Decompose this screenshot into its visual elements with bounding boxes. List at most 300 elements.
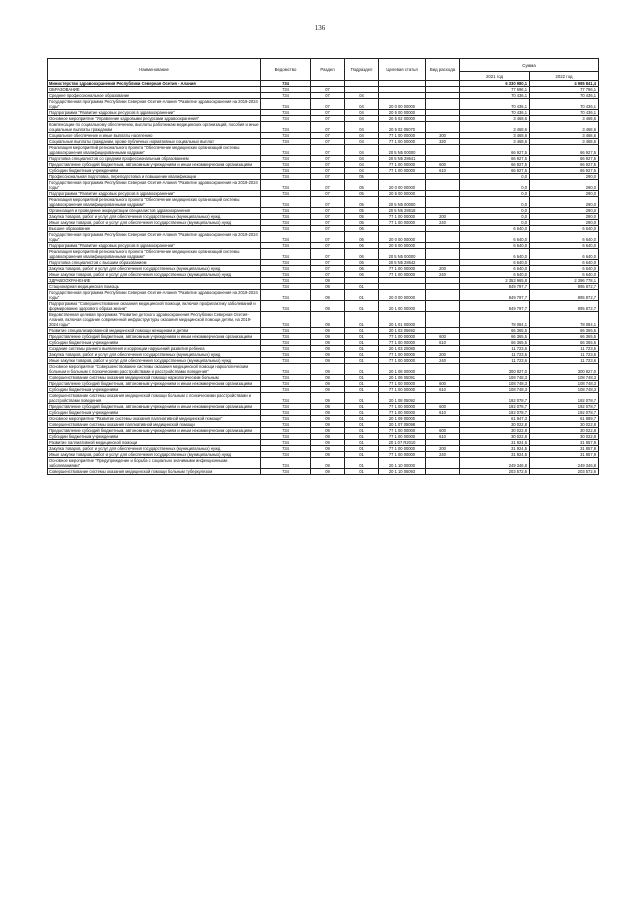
cell-vid bbox=[426, 290, 460, 301]
cell-name: Совершенствование системы оказания медицинской помощи больным с психическими расстройствами и расстройствами поведения bbox=[48, 393, 261, 404]
cell-year-2: 290,0 bbox=[530, 208, 599, 214]
cell-vid bbox=[426, 469, 460, 475]
cell-razdel: 09 bbox=[311, 416, 345, 422]
cell-name: Совершенствование системы оказания медицинской помощи наркологическим больным bbox=[48, 375, 261, 381]
cell-year-1: 3 468,6 bbox=[460, 122, 530, 133]
table-row bbox=[48, 249, 599, 260]
cell-year-2: 6 640,0 bbox=[530, 249, 599, 260]
cell-year-2: 895 872,7 bbox=[530, 284, 599, 290]
cell-name: Субсидии бюджетным учреждениям bbox=[48, 410, 261, 416]
cell-vid: 240 bbox=[426, 220, 460, 226]
cell-celevaya: 20 1 01 00000 bbox=[379, 312, 426, 328]
cell-vid: 240 bbox=[426, 358, 460, 364]
cell-year-1: 70 436,1 bbox=[460, 93, 530, 99]
cell-vedomstvo: 734 bbox=[261, 139, 311, 145]
cell-podrazdel: 01 bbox=[345, 381, 379, 387]
cell-podrazdel: 05 bbox=[345, 208, 379, 214]
cell-celevaya: 77 1 00 00000 bbox=[379, 387, 426, 393]
cell-vid bbox=[426, 458, 460, 469]
cell-podrazdel: 04 bbox=[345, 156, 379, 162]
cell-vid bbox=[426, 197, 460, 208]
cell-razdel: 09 bbox=[311, 387, 345, 393]
cell-year-2: 290,0 bbox=[530, 174, 599, 180]
cell-year-2: 31 857,9 bbox=[530, 452, 599, 458]
cell-vid: 610 bbox=[426, 410, 460, 416]
cell-year-2: 70 436,1 bbox=[530, 93, 599, 99]
cell-year-2: 3 468,6 bbox=[530, 133, 599, 139]
cell-razdel: 09 bbox=[311, 278, 345, 284]
cell-name: Социальные выплаты гражданам, кроме публичных нормативных социальных выплат bbox=[48, 139, 261, 145]
cell-podrazdel: 04 bbox=[345, 99, 379, 110]
cell-vedomstvo: 734 bbox=[261, 214, 311, 220]
cell-vedomstvo: 734 bbox=[261, 284, 311, 290]
cell-podrazdel: 05 bbox=[345, 180, 379, 191]
cell-razdel: 09 bbox=[311, 352, 345, 358]
cell-vid bbox=[426, 180, 460, 191]
cell-year-1: 11 723,6 bbox=[460, 346, 530, 352]
cell-year-2: 4 985 841,4 bbox=[530, 81, 599, 87]
cell-year-2: 66 365,5 bbox=[530, 340, 599, 346]
cell-podrazdel: 04 bbox=[345, 168, 379, 174]
cell-celevaya: 77 1 00 00000 bbox=[379, 168, 426, 174]
cell-vedomstvo: 734 bbox=[261, 133, 311, 139]
cell-celevaya: 20 5 N5 28618 bbox=[379, 208, 426, 214]
cell-celevaya: 20 5 N5 00000 bbox=[379, 249, 426, 260]
cell-podrazdel: 04 bbox=[345, 122, 379, 133]
cell-celevaya: 77 1 00 00000 bbox=[379, 220, 426, 226]
cell-year-2: 31 857,9 bbox=[530, 440, 599, 446]
table-row bbox=[48, 99, 599, 110]
cell-razdel: 09 bbox=[311, 469, 345, 475]
cell-razdel: 07 bbox=[311, 272, 345, 278]
cell-year-2: 78 084,1 bbox=[530, 312, 599, 328]
cell-celevaya: 20 5 N5 00000 bbox=[379, 197, 426, 208]
cell-podrazdel: 06 bbox=[345, 266, 379, 272]
cell-name: Ведомственная целевая программа "Развитие детского здравоохранения Республики Северная Осетия-Алания, включая создание современной инфраструктуры оказания медицинской помощи детям, на 2019-2024 годы" bbox=[48, 312, 261, 328]
cell-razdel: 07 bbox=[311, 260, 345, 266]
cell-name: Подпрограмма "Совершенствование оказания медицинской помощи, включая профилактику заболеваний и формирование здорового образа жизни" bbox=[48, 301, 261, 312]
cell-vedomstvo: 734 bbox=[261, 416, 311, 422]
cell-year-2: 61 889,7 bbox=[530, 416, 599, 422]
cell-year-1: 849 797,7 bbox=[460, 301, 530, 312]
cell-vedomstvo: 734 bbox=[261, 358, 311, 364]
cell-vedomstvo: 734 bbox=[261, 81, 311, 87]
cell-celevaya: 20 1 00 00000 bbox=[379, 301, 426, 312]
cell-vedomstvo: 734 bbox=[261, 381, 311, 387]
cell-vid: 200 bbox=[426, 214, 460, 220]
cell-razdel: 09 bbox=[311, 301, 345, 312]
cell-name: Реализация мероприятий регионального проекта "Обеспечение медицинских организаций системы здравоохранения квалифицированными кадрами" bbox=[48, 145, 261, 156]
cell-year-1: 70 436,1 bbox=[460, 110, 530, 116]
cell-year-1: 31 924,5 bbox=[460, 452, 530, 458]
cell-year-1: 6 640,0 bbox=[460, 226, 530, 232]
cell-vedomstvo: 734 bbox=[261, 301, 311, 312]
cell-name: Государственная программа Республики Северная Осетия-Алания "Развитие здравоохранения на 2019-2024 годы" bbox=[48, 99, 261, 110]
cell-razdel: 07 bbox=[311, 93, 345, 99]
cell-year-1: 192 078,7 bbox=[460, 404, 530, 410]
cell-year-2: 203 572,6 bbox=[530, 469, 599, 475]
cell-year-2: 6 640,0 bbox=[530, 266, 599, 272]
cell-year-1: 6 640,0 bbox=[460, 249, 530, 260]
cell-vid: 200 bbox=[426, 352, 460, 358]
cell-razdel: 07 bbox=[311, 133, 345, 139]
cell-name: Государственная программа Республики Северная Осетия-Алания "Развитие здравоохранения на 2019-2024 годы" bbox=[48, 232, 261, 243]
cell-razdel: 09 bbox=[311, 364, 345, 375]
cell-name: Организация и проведение аккредитации специалистов здравоохранения bbox=[48, 208, 261, 214]
cell-name: Закупка товаров, работ и услуг для обеспечения государственных (муниципальных) нужд bbox=[48, 446, 261, 452]
cell-razdel: 07 bbox=[311, 156, 345, 162]
cell-celevaya: 77 1 00 00000 bbox=[379, 434, 426, 440]
cell-celevaya: 20 1 08 00000 bbox=[379, 364, 426, 375]
cell-razdel: 09 bbox=[311, 284, 345, 290]
cell-year-2: 290,0 bbox=[530, 180, 599, 191]
table-row bbox=[48, 197, 599, 208]
cell-razdel: 09 bbox=[311, 312, 345, 328]
cell-year-2: 77 796,1 bbox=[530, 87, 599, 93]
cell-podrazdel: 01 bbox=[345, 346, 379, 352]
cell-name: Совершенствование системы оказания паллиативной медицинской помощи bbox=[48, 422, 261, 428]
cell-year-1: 2 353 965,8 bbox=[460, 278, 530, 284]
cell-razdel: 09 bbox=[311, 446, 345, 452]
cell-vedomstvo: 734 bbox=[261, 174, 311, 180]
cell-podrazdel: 05 bbox=[345, 191, 379, 197]
cell-podrazdel: 06 bbox=[345, 232, 379, 243]
cell-year-2: 108 748,3 bbox=[530, 381, 599, 387]
cell-podrazdel: 01 bbox=[345, 358, 379, 364]
cell-celevaya: 77 1 00 00000 bbox=[379, 428, 426, 434]
cell-vedomstvo: 734 bbox=[261, 208, 311, 214]
cell-vedomstvo: 734 bbox=[261, 260, 311, 266]
cell-vid bbox=[426, 364, 460, 375]
cell-celevaya: 20 1 03 20080 bbox=[379, 346, 426, 352]
cell-vedomstvo: 734 bbox=[261, 168, 311, 174]
cell-celevaya: 77 1 00 00000 bbox=[379, 162, 426, 168]
cell-podrazdel: 01 bbox=[345, 328, 379, 334]
cell-year-1: 3 468,6 bbox=[460, 139, 530, 145]
table-row bbox=[48, 145, 599, 156]
cell-year-1: 11 723,6 bbox=[460, 352, 530, 358]
cell-podrazdel: 01 bbox=[345, 375, 379, 381]
cell-year-1: 30 022,8 bbox=[460, 428, 530, 434]
cell-celevaya: 77 1 00 00000 bbox=[379, 381, 426, 387]
cell-razdel: 07 bbox=[311, 168, 345, 174]
cell-year-1: 6 640,0 bbox=[460, 243, 530, 249]
cell-podrazdel: 01 bbox=[345, 428, 379, 434]
cell-razdel: 07 bbox=[311, 99, 345, 110]
cell-celevaya: 20 5 N5 28641 bbox=[379, 156, 426, 162]
cell-vedomstvo: 734 bbox=[261, 191, 311, 197]
cell-name: Предоставление субсидий бюджетным, автономным учреждениям и иным некоммерческим организациям bbox=[48, 162, 261, 168]
cell-name: Подпрограмма "Развитие кадровых ресурсов в здравоохранении" bbox=[48, 110, 261, 116]
cell-year-1: 77 696,1 bbox=[460, 87, 530, 93]
cell-razdel: 07 bbox=[311, 266, 345, 272]
cell-name: Профессиональная подготовка, переподготовка и повышение квалификации bbox=[48, 174, 261, 180]
cell-celevaya: 77 1 00 00000 bbox=[379, 446, 426, 452]
cell-vedomstvo: 734 bbox=[261, 87, 311, 93]
cell-name: Основное мероприятие "Развитие системы оказания паллиативной медицинской помощи" bbox=[48, 416, 261, 422]
cell-vid: 200 bbox=[426, 446, 460, 452]
cell-name: Высшее образование bbox=[48, 226, 261, 232]
cell-podrazdel: 01 bbox=[345, 387, 379, 393]
cell-podrazdel: 01 bbox=[345, 334, 379, 340]
cell-year-2: 895 872,7 bbox=[530, 290, 599, 301]
cell-razdel: 09 bbox=[311, 346, 345, 352]
cell-name: Субсидии бюджетным учреждениям bbox=[48, 168, 261, 174]
cell-vedomstvo: 734 bbox=[261, 452, 311, 458]
cell-vedomstvo: 734 bbox=[261, 232, 311, 243]
cell-name: Основное мероприятие "Управление кадровыми ресурсами здравоохранения" bbox=[48, 116, 261, 122]
cell-year-1: 203 572,6 bbox=[460, 469, 530, 475]
table-row bbox=[48, 180, 599, 191]
cell-year-1: 0,0 bbox=[460, 174, 530, 180]
cell-year-2: 66 927,5 bbox=[530, 162, 599, 168]
cell-year-1: 6 640,0 bbox=[460, 266, 530, 272]
cell-vid: 610 bbox=[426, 340, 460, 346]
cell-razdel: 07 bbox=[311, 191, 345, 197]
cell-name: Субсидии бюджетным учреждениям bbox=[48, 387, 261, 393]
cell-celevaya: 20 1 03 05692 bbox=[379, 328, 426, 334]
cell-vedomstvo: 734 bbox=[261, 266, 311, 272]
cell-year-1: 108 748,3 bbox=[460, 381, 530, 387]
table-row bbox=[48, 458, 599, 469]
cell-vedomstvo: 734 bbox=[261, 99, 311, 110]
cell-year-1: 192 078,7 bbox=[460, 393, 530, 404]
cell-podrazdel: 01 bbox=[345, 434, 379, 440]
cell-name: Среднее профессиональное образование bbox=[48, 93, 261, 99]
cell-podrazdel: 01 bbox=[345, 446, 379, 452]
cell-year-1: 0,0 bbox=[460, 180, 530, 191]
cell-podrazdel: 04 bbox=[345, 110, 379, 116]
cell-podrazdel: 01 bbox=[345, 416, 379, 422]
cell-name: Предоставление субсидий бюджетным, автономным учреждениям и иным некоммерческим организациям bbox=[48, 404, 261, 410]
cell-celevaya: 77 1 00 00000 bbox=[379, 340, 426, 346]
cell-podrazdel: 01 bbox=[345, 364, 379, 375]
table-row bbox=[48, 393, 599, 404]
cell-year-2: 192 078,7 bbox=[530, 410, 599, 416]
cell-podrazdel: 05 bbox=[345, 220, 379, 226]
cell-year-1: 6 330 980,1 bbox=[460, 81, 530, 87]
header-name: Наименование bbox=[48, 59, 261, 81]
cell-celevaya: 77 1 00 00000 bbox=[379, 139, 426, 145]
cell-year-2: 66 927,5 bbox=[530, 156, 599, 162]
cell-razdel: 07 bbox=[311, 249, 345, 260]
cell-razdel: 07 bbox=[311, 139, 345, 145]
cell-name: Закупка товаров, работ и услуг для обеспечения государственных (муниципальных) нужд bbox=[48, 266, 261, 272]
cell-podrazdel: 01 bbox=[345, 452, 379, 458]
cell-celevaya: 20 5 N5 28642 bbox=[379, 260, 426, 266]
cell-razdel: 09 bbox=[311, 428, 345, 434]
cell-vid: 600 bbox=[426, 162, 460, 168]
cell-name: Подпрограмма "Развитие кадровых ресурсов в здравоохранении" bbox=[48, 191, 261, 197]
cell-vedomstvo: 734 bbox=[261, 428, 311, 434]
cell-celevaya: 20 5 00 00000 bbox=[379, 191, 426, 197]
cell-year-2: 192 078,7 bbox=[530, 393, 599, 404]
cell-name: Субсидии бюджетным учреждениям bbox=[48, 340, 261, 346]
cell-vedomstvo: 734 bbox=[261, 197, 311, 208]
cell-vid bbox=[426, 393, 460, 404]
header-year-2: 2022 год bbox=[530, 72, 599, 81]
cell-vedomstvo: 734 bbox=[261, 440, 311, 446]
cell-vid: 600 bbox=[426, 381, 460, 387]
cell-podrazdel: 01 bbox=[345, 312, 379, 328]
cell-razdel: 07 bbox=[311, 197, 345, 208]
cell-name: Подготовка специалистов со средним профессиональным образованием bbox=[48, 156, 261, 162]
cell-year-1: 249 346,8 bbox=[460, 458, 530, 469]
cell-vedomstvo: 734 bbox=[261, 290, 311, 301]
cell-year-2: 290,0 bbox=[530, 214, 599, 220]
budget-table bbox=[47, 58, 599, 475]
cell-year-2: 30 022,8 bbox=[530, 422, 599, 428]
cell-podrazdel: 06 bbox=[345, 272, 379, 278]
cell-vid bbox=[426, 99, 460, 110]
cell-year-2: 300 827,0 bbox=[530, 364, 599, 375]
cell-year-1: 66 927,5 bbox=[460, 156, 530, 162]
cell-name: ЗДРАВООХРАНЕНИЕ bbox=[48, 278, 261, 284]
cell-vid bbox=[426, 312, 460, 328]
cell-year-2: 70 436,1 bbox=[530, 110, 599, 116]
cell-year-2: 11 723,6 bbox=[530, 352, 599, 358]
header-podrazdel: Подраздел bbox=[345, 59, 379, 81]
cell-year-2: 31 857,9 bbox=[530, 446, 599, 452]
table-row bbox=[48, 301, 599, 312]
cell-name: Иные закупки товаров, работ и услуг для обеспечения государственных (муниципальных) нужд bbox=[48, 272, 261, 278]
cell-year-1: 31 924,5 bbox=[460, 446, 530, 452]
cell-vedomstvo: 734 bbox=[261, 145, 311, 156]
cell-vid bbox=[426, 145, 460, 156]
cell-year-2: 66 365,5 bbox=[530, 328, 599, 334]
table-body bbox=[48, 81, 599, 475]
cell-razdel: 09 bbox=[311, 290, 345, 301]
cell-year-2: 30 022,8 bbox=[530, 428, 599, 434]
cell-podrazdel: 01 bbox=[345, 469, 379, 475]
cell-celevaya: 77 1 00 00000 bbox=[379, 272, 426, 278]
cell-vid: 200 bbox=[426, 266, 460, 272]
cell-vedomstvo: 734 bbox=[261, 387, 311, 393]
cell-year-2: 11 723,6 bbox=[530, 358, 599, 364]
header-vid: Вид расхода bbox=[426, 59, 460, 81]
cell-year-1: 66 927,5 bbox=[460, 168, 530, 174]
cell-podrazdel: 04 bbox=[345, 139, 379, 145]
cell-razdel: 09 bbox=[311, 434, 345, 440]
cell-vedomstvo: 734 bbox=[261, 410, 311, 416]
cell-vid: 610 bbox=[426, 434, 460, 440]
cell-celevaya: 77 1 00 00000 bbox=[379, 452, 426, 458]
cell-razdel: 09 bbox=[311, 452, 345, 458]
cell-name: Реализация мероприятий регионального проекта "Обеспечение медицинских организаций системы здравоохранения квалифицированными кадрами" bbox=[48, 197, 261, 208]
cell-podrazdel: 01 bbox=[345, 393, 379, 404]
cell-name: Основное мероприятие "Предупреждение и борьба с социально значимыми инфекционными заболеваниями" bbox=[48, 458, 261, 469]
cell-vedomstvo: 734 bbox=[261, 162, 311, 168]
cell-year-1: 108 748,3 bbox=[460, 375, 530, 381]
cell-razdel: 09 bbox=[311, 458, 345, 469]
cell-podrazdel: 01 bbox=[345, 404, 379, 410]
cell-razdel: 07 bbox=[311, 87, 345, 93]
cell-year-2: 3 468,6 bbox=[530, 116, 599, 122]
cell-year-2: 290,0 bbox=[530, 220, 599, 226]
cell-vedomstvo: 734 bbox=[261, 180, 311, 191]
cell-year-2: 6 640,0 bbox=[530, 226, 599, 232]
cell-vedomstvo: 734 bbox=[261, 249, 311, 260]
cell-podrazdel: 01 bbox=[345, 422, 379, 428]
cell-name: Закупка товаров, работ и услуг для обеспечения государственных (муниципальных) нужд bbox=[48, 352, 261, 358]
cell-name: ОБРАЗОВАНИЕ bbox=[48, 87, 261, 93]
cell-year-2: 108 748,3 bbox=[530, 375, 599, 381]
cell-celevaya: 20 5 N5 00000 bbox=[379, 145, 426, 156]
cell-year-2: 6 640,0 bbox=[530, 260, 599, 266]
cell-year-1: 61 947,3 bbox=[460, 416, 530, 422]
cell-name: Стационарная медицинская помощь bbox=[48, 284, 261, 290]
cell-year-2: 70 436,1 bbox=[530, 99, 599, 110]
table-row bbox=[48, 312, 599, 328]
cell-vedomstvo: 734 bbox=[261, 375, 311, 381]
table-header bbox=[48, 59, 599, 81]
cell-name: Субсидии бюджетным учреждениям bbox=[48, 434, 261, 440]
cell-year-1: 30 022,8 bbox=[460, 422, 530, 428]
cell-name: Социальное обеспечение и иные выплаты населению bbox=[48, 133, 261, 139]
cell-year-2: 30 022,8 bbox=[530, 434, 599, 440]
cell-name: Иные закупки товаров, работ и услуг для обеспечения государственных (муниципальных) нужд bbox=[48, 358, 261, 364]
cell-year-2: 66 927,5 bbox=[530, 168, 599, 174]
cell-celevaya: 20 1 10 00000 bbox=[379, 458, 426, 469]
cell-razdel: 09 bbox=[311, 393, 345, 404]
header-razdel: Раздел bbox=[311, 59, 345, 81]
cell-year-1: 6 640,0 bbox=[460, 272, 530, 278]
cell-year-1: 6 640,0 bbox=[460, 260, 530, 266]
cell-podrazdel: 01 bbox=[345, 440, 379, 446]
cell-year-2: 290,0 bbox=[530, 197, 599, 208]
cell-podrazdel: 01 bbox=[345, 410, 379, 416]
cell-year-2: 66 365,5 bbox=[530, 334, 599, 340]
cell-razdel: 09 bbox=[311, 375, 345, 381]
cell-vedomstvo: 734 bbox=[261, 446, 311, 452]
cell-year-1: 0,0 bbox=[460, 220, 530, 226]
cell-year-2: 3 468,6 bbox=[530, 122, 599, 133]
cell-year-1: 66 927,5 bbox=[460, 145, 530, 156]
cell-name: Предоставление субсидий бюджетным, автономным учреждениям и иным некоммерческим организациям bbox=[48, 334, 261, 340]
cell-celevaya: 77 1 00 00000 bbox=[379, 334, 426, 340]
page-number: 136 bbox=[314, 24, 326, 32]
cell-name: Иные закупки товаров, работ и услуг для обеспечения государственных (муниципальных) нужд bbox=[48, 220, 261, 226]
table-row bbox=[48, 290, 599, 301]
cell-podrazdel: 01 bbox=[345, 284, 379, 290]
cell-celevaya: 20 0 00 00000 bbox=[379, 99, 426, 110]
cell-year-2: 6 640,0 bbox=[530, 232, 599, 243]
cell-razdel: 07 bbox=[311, 145, 345, 156]
cell-year-1: 0,0 bbox=[460, 197, 530, 208]
cell-razdel: 09 bbox=[311, 422, 345, 428]
cell-name: Развитие паллиативной медицинской помощи bbox=[48, 440, 261, 446]
cell-year-1: 0,0 bbox=[460, 214, 530, 220]
cell-year-1: 300 827,0 bbox=[460, 364, 530, 375]
cell-vedomstvo: 734 bbox=[261, 156, 311, 162]
cell-year-1: 78 084,1 bbox=[460, 312, 530, 328]
cell-vid bbox=[426, 301, 460, 312]
table-row bbox=[48, 232, 599, 243]
cell-razdel: 07 bbox=[311, 180, 345, 191]
cell-vedomstvo: 734 bbox=[261, 393, 311, 404]
cell-celevaya: 20 0 00 00000 bbox=[379, 232, 426, 243]
cell-celevaya: 77 1 00 00000 bbox=[379, 266, 426, 272]
cell-name: Создание системы раннего выявления и коррекции нарушений развития ребенка bbox=[48, 346, 261, 352]
cell-name: Предоставление субсидий бюджетным, автономным учреждениям и иным некоммерческим организациям bbox=[48, 381, 261, 387]
cell-year-1: 0,0 bbox=[460, 191, 530, 197]
cell-razdel: 07 bbox=[311, 110, 345, 116]
cell-year-2: 11 723,6 bbox=[530, 346, 599, 352]
cell-celevaya: 20 1 07 05098 bbox=[379, 422, 426, 428]
cell-vid: 610 bbox=[426, 168, 460, 174]
cell-vid: 600 bbox=[426, 334, 460, 340]
cell-vedomstvo: 734 bbox=[261, 328, 311, 334]
